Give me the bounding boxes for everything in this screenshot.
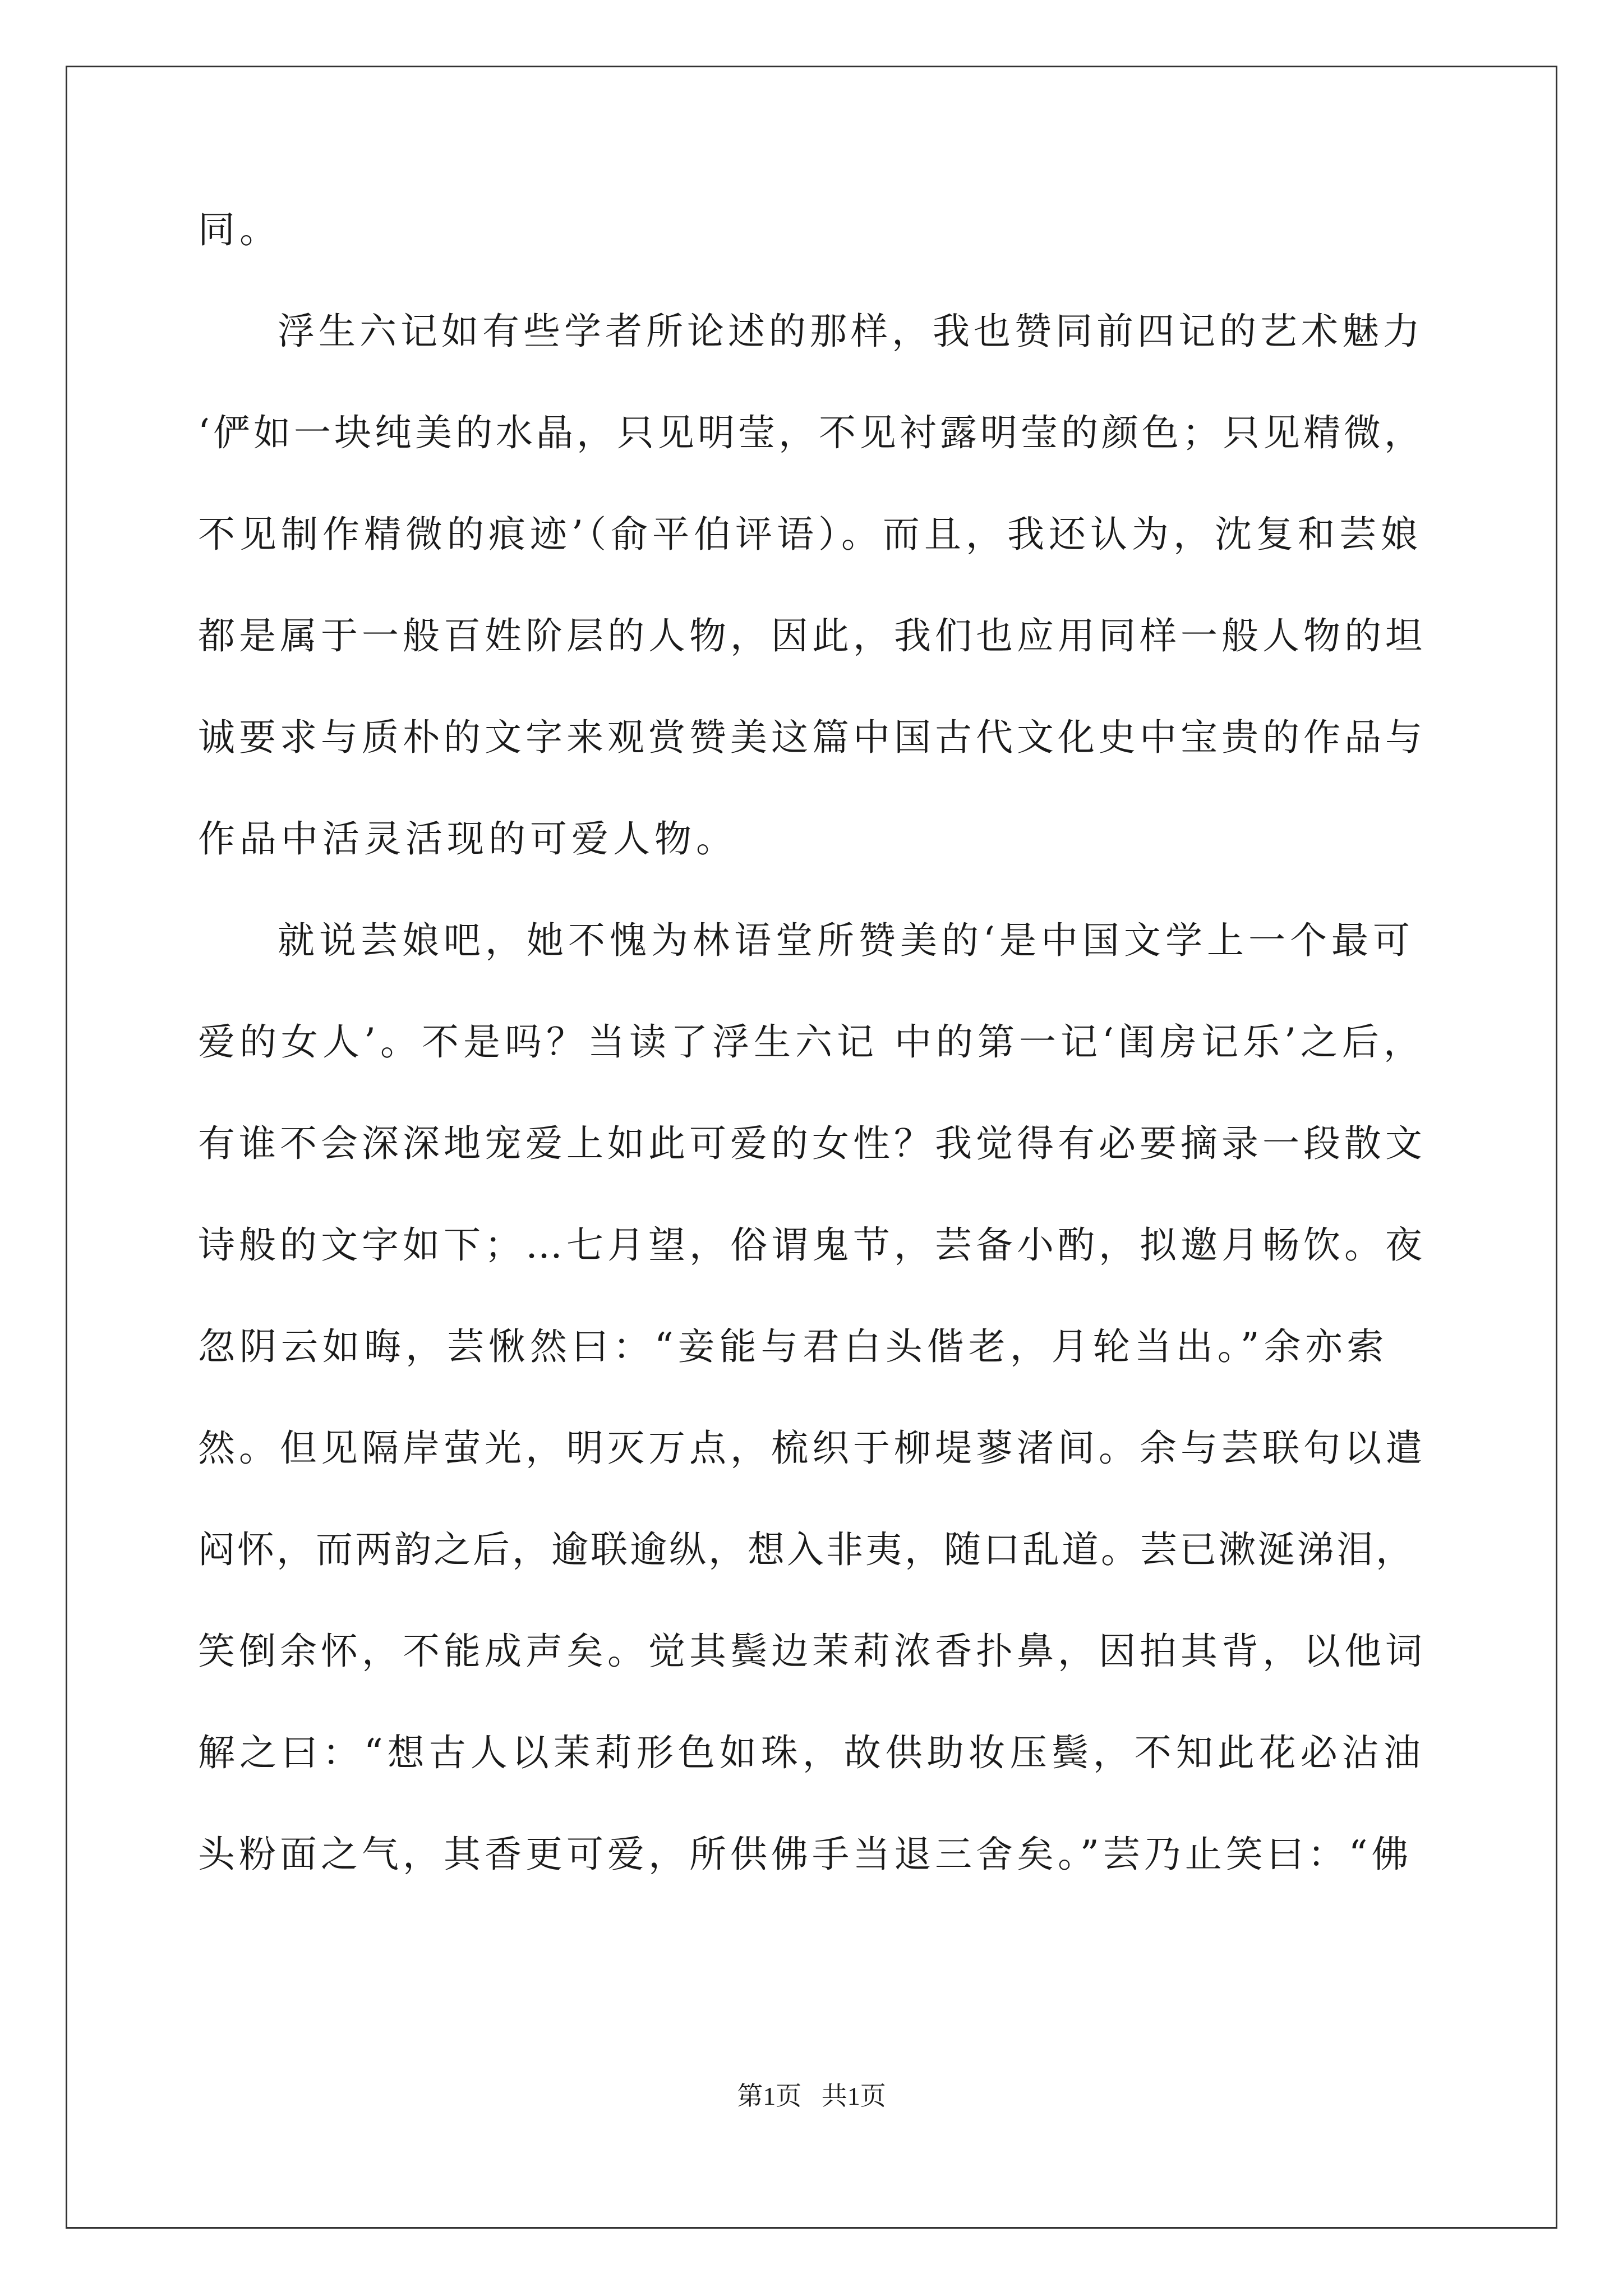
text-line: 闷怀，而两韵之后，逾联逾纵，想入非夷，随口乱道。芸已漱涎涕泪，: [198, 1528, 1415, 1571]
text-line: 作品中活灵活现的可爱人物。: [198, 817, 737, 861]
text-line: 然。但见隔岸萤光，明灭万点，梳织于柳堤蓼渚间。余与芸联句以遣: [198, 1427, 1426, 1470]
text-line: 浮生六记如有些学者所论述的那样，我也赞同前四记的艺术魅力: [278, 310, 1424, 353]
text-line: 有谁不会深深地宠爱上如此可爱的女性？我觉得有必要摘录一段散文: [198, 1122, 1426, 1165]
text-line: 就说芸娘吧，她不愧为林语堂所赞美的‘是中国文学上一个最可: [278, 919, 1414, 962]
page-footer: [0, 2076, 1623, 2113]
text-line: 笑倒余怀，不能成声矣。觉其鬓边茉莉浓香扑鼻，因拍其背，以他词: [198, 1630, 1426, 1673]
text-line: 忽阴云如晦，芸愀然曰：“妾能与君白头偕老，月轮当出。”余亦索: [198, 1325, 1389, 1368]
text-line: 诗般的文字如下；…七月望，俗谓鬼节，芸备小酌，拟邀月畅饮。夜: [198, 1223, 1426, 1267]
text-line: 都是属于一般百姓阶层的人物，因此，我们也应用同样一般人物的坦: [198, 614, 1426, 657]
text-line: 同。: [198, 208, 281, 251]
text-line: 不见制作精微的痕迹’（俞平伯评语）。而且，我还认为，沈复和芸娘: [198, 513, 1422, 556]
page-total: 共1页: [821, 2082, 886, 2110]
text-line: ‘俨如一块纯美的水晶，只见明莹，不见衬露明莹的颜色；只见精微，: [198, 411, 1424, 454]
text-line: 诚要求与质朴的文字来观赏赞美这篇中国古代文化史中宝贵的作品与: [198, 716, 1426, 759]
page-number: 第1页: [737, 2082, 802, 2110]
text-line: 头粉面之气，其香更可爱，所供佛手当退三舍矣。”芸乃止笑曰：“佛: [198, 1833, 1413, 1876]
text-line: 爱的女人’。不是吗？当读了浮生六记 中的第一记‘闺房记乐’之后，: [198, 1020, 1425, 1064]
text-line: 解之曰：“想古人以茉莉形色如珠，故供助妆压鬓，不知此花必沾油: [198, 1731, 1425, 1774]
